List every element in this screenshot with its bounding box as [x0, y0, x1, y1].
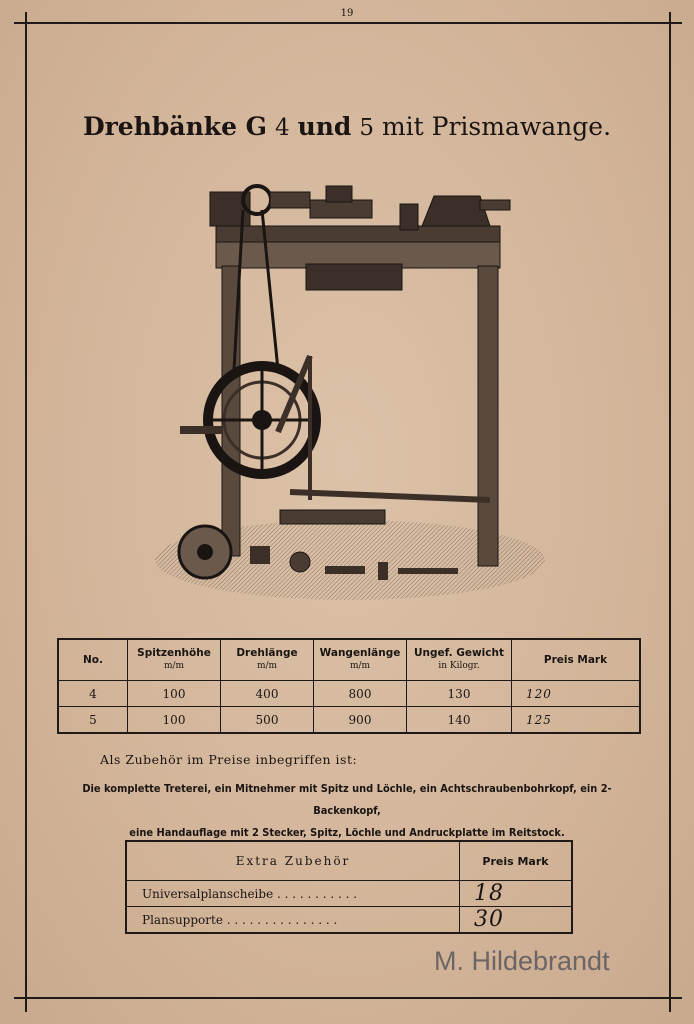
table-row	[126, 881, 572, 907]
lathe-illustration	[150, 170, 550, 610]
signature-watermark: M. Hildebrandt	[434, 946, 610, 976]
accessories-line-1: Die komplette Treterei, ein Mitnehmer mit Spitz und Löchle, ein Achtschraubenbohrkopf, ein 2-Backenkopf,	[82, 783, 612, 817]
col-header-wangenlaenge: Wangenlänge m/m	[314, 639, 407, 681]
spec-header-row	[58, 639, 640, 681]
extra-price-handwritten: 30	[460, 907, 573, 934]
cell-gewicht: 130	[407, 681, 512, 707]
title-bold: Drehbänke G	[82, 112, 268, 141]
right-rule	[669, 12, 671, 1012]
cell-gewicht: 140	[407, 707, 512, 734]
cell-spitzenhoehe: 100	[128, 681, 221, 707]
extra-item: Universalplanscheibe . . . . . . . . . . .	[126, 881, 460, 907]
title-num2: 5	[359, 115, 375, 141]
col-header-no: No.	[58, 639, 128, 681]
cell-preis-handwritten: 125	[512, 707, 641, 734]
extra-item: Plansupporte . . . . . . . . . . . . . . .	[126, 907, 460, 934]
page-title	[0, 112, 694, 141]
cell-no: 4	[58, 681, 128, 707]
cell-wangenlaenge: 900	[314, 707, 407, 734]
extra-header-left: Extra Zubehör	[126, 841, 460, 881]
table-row	[126, 907, 572, 934]
title-rest: mit Prismawange.	[381, 112, 612, 141]
page-number: 19	[340, 8, 354, 19]
cell-drehlaenge: 500	[221, 707, 314, 734]
accessories-description	[61, 778, 632, 844]
extra-header-right: Preis Mark	[460, 841, 573, 881]
title-und: und	[297, 112, 352, 141]
cell-drehlaenge: 400	[221, 681, 314, 707]
col-header-gewicht: Ungef. Gewicht in Kilogr.	[407, 639, 512, 681]
left-rule	[25, 12, 27, 1012]
table-row	[58, 707, 640, 734]
extra-price-handwritten: 18	[460, 881, 573, 907]
extra-header-row	[126, 841, 572, 881]
col-header-spitzenhoehe: Spitzenhöhe m/m	[128, 639, 221, 681]
col-header-preis: Preis Mark	[512, 639, 641, 681]
top-rule	[14, 22, 682, 24]
cell-wangenlaenge: 800	[314, 681, 407, 707]
cell-preis-handwritten: 120	[512, 681, 641, 707]
accessories-line-2: eine Handauflage mit 2 Stecker, Spitz, Löchle und Andruckplatte im Reitstock.	[129, 827, 565, 839]
table-row	[58, 681, 640, 707]
col-header-drehlaenge: Drehlänge m/m	[221, 639, 314, 681]
extra-accessories-table	[125, 840, 573, 934]
spec-table	[57, 638, 641, 734]
bottom-rule	[14, 997, 682, 999]
title-num1: 4	[274, 115, 290, 141]
cell-no: 5	[58, 707, 128, 734]
cell-spitzenhoehe: 100	[128, 707, 221, 734]
accessories-heading: Als Zubehör im Preise inbegriffen ist:	[100, 752, 358, 767]
